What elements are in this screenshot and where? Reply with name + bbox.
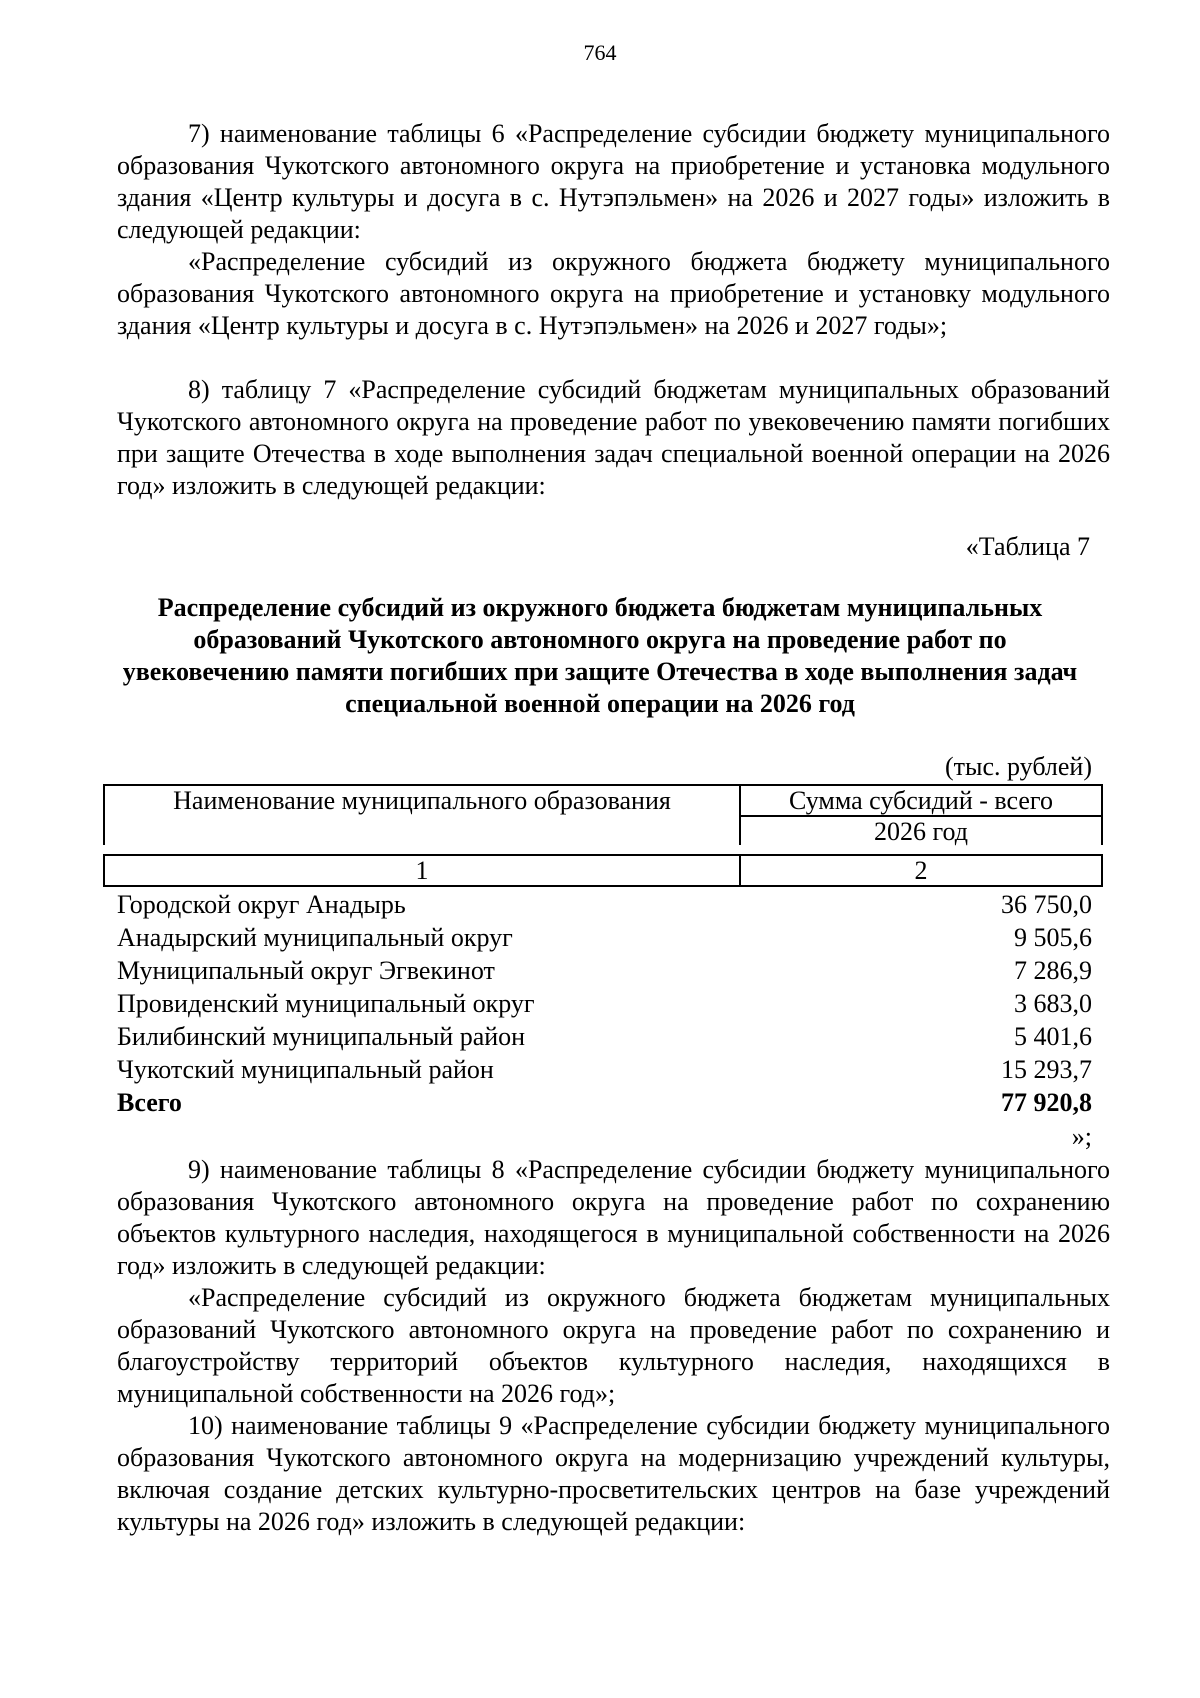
header-column-number-1: 1 — [415, 856, 429, 885]
subsidy-amount: 15 293,7 — [1001, 1055, 1092, 1084]
amendment-8-text: 8) таблицу 7 «Распределение субсидий бюджетам муниципальных образований Чукотского автономного округа на проведение работ по увековечению памяти погибших при защите Отечества в ходе выполнения задач специальной военной операции на 2026 год» изложить в следующей редакции: — [117, 375, 1110, 500]
municipality-name: Чукотский муниципальный район — [117, 1055, 494, 1084]
amendment-9-text: 9) наименование таблицы 8 «Распределение субсидии бюджету муниципального образования Чукотского автономного округа на проведение работ по сохранению объектов культурного наследия, находящегося в муниципальной собственности на 2026 год» изложить в следующей редакции: — [117, 1155, 1110, 1280]
table-unit: (тыс. рублей) — [944, 752, 1092, 781]
amendment-9-new-title: «Распределение субсидий из окружного бюджета бюджетам муниципальных образований Чукотского автономного округа на проведение работ по сохранению и благоустройству территорий объектов культурного наследия, находящихся в муниципальной собственности на 2026 год»; — [117, 1283, 1110, 1408]
amendment-9 — [117, 1154, 1110, 1410]
subsidy-amount: 3 683,0 — [1014, 989, 1092, 1018]
municipality-name: Провиденский муниципальный округ — [117, 989, 535, 1018]
amendment-10 — [117, 1410, 1110, 1538]
header-municipality: Наименование муниципального образования — [173, 786, 671, 815]
subsidy-amount: 36 750,0 — [1001, 890, 1092, 919]
table-total-row — [117, 1086, 1092, 1119]
amendment-8 — [117, 374, 1110, 502]
table-row — [117, 987, 1092, 1020]
subsidy-amount: 5 401,6 — [1014, 1022, 1092, 1051]
table-label: «Таблица 7 — [965, 532, 1090, 561]
amendment-7-new-title: «Распределение субсидий из окружного бюджета бюджету муниципального образования Чукотского автономного округа на приобретение и установку модульного здания «Центр культуры и досуга в с. Нутэпэльмен» на 2026 и 2027 годы»; — [117, 247, 1110, 340]
table-row — [117, 921, 1092, 954]
amendment-10-text: 10) наименование таблицы 9 «Распределение субсидии бюджету муниципального образования Чукотского автономного округа на модернизацию учреждений культуры, включая создание детских культурно-просветительских центров на базе учреждений культуры на 2026 год» изложить в следующей редакции: — [117, 1411, 1110, 1536]
closing-quote: »; — [1071, 1122, 1092, 1151]
subsidy-amount: 9 505,6 — [1014, 923, 1092, 952]
amendment-7 — [117, 118, 1110, 342]
table-header — [103, 784, 1103, 887]
total-amount: 77 920,8 — [1001, 1088, 1092, 1117]
municipality-name: Муниципальный округ Эгвекинот — [117, 956, 495, 985]
table-body — [117, 888, 1092, 1119]
amendment-7-text: 7) наименование таблицы 6 «Распределение субсидии бюджету муниципального образования Чукотского автономного округа на приобретение и установка модульного здания «Центр культуры и досуга в с. Нутэпэльмен» на 2026 и 2027 годы» изложить в следующей редакции: — [117, 119, 1110, 244]
total-label: Всего — [117, 1088, 182, 1117]
municipality-name: Билибинский муниципальный район — [117, 1022, 526, 1051]
municipality-name: Городской округ Анадырь — [117, 890, 406, 919]
table-row — [117, 954, 1092, 987]
subsidy-amount: 7 286,9 — [1014, 956, 1092, 985]
table-row — [117, 1020, 1092, 1053]
header-column-number-2: 2 — [914, 856, 928, 885]
header-year: 2026 год — [874, 817, 968, 846]
municipality-name: Анадырский муниципальный округ — [117, 923, 513, 952]
table-title: Распределение субсидий из окружного бюджета бюджетам муниципальных образований Чукотского автономного округа на проведение работ по увековечению памяти погибших при защите Отечества в ходе выполнения задач специальной военной операции на 2026 год — [122, 593, 1078, 718]
table-row — [117, 1053, 1092, 1086]
page-number: 764 — [583, 40, 617, 65]
table-row — [117, 888, 1092, 921]
header-subsidy-total: Сумма субсидий - всего — [789, 786, 1053, 815]
